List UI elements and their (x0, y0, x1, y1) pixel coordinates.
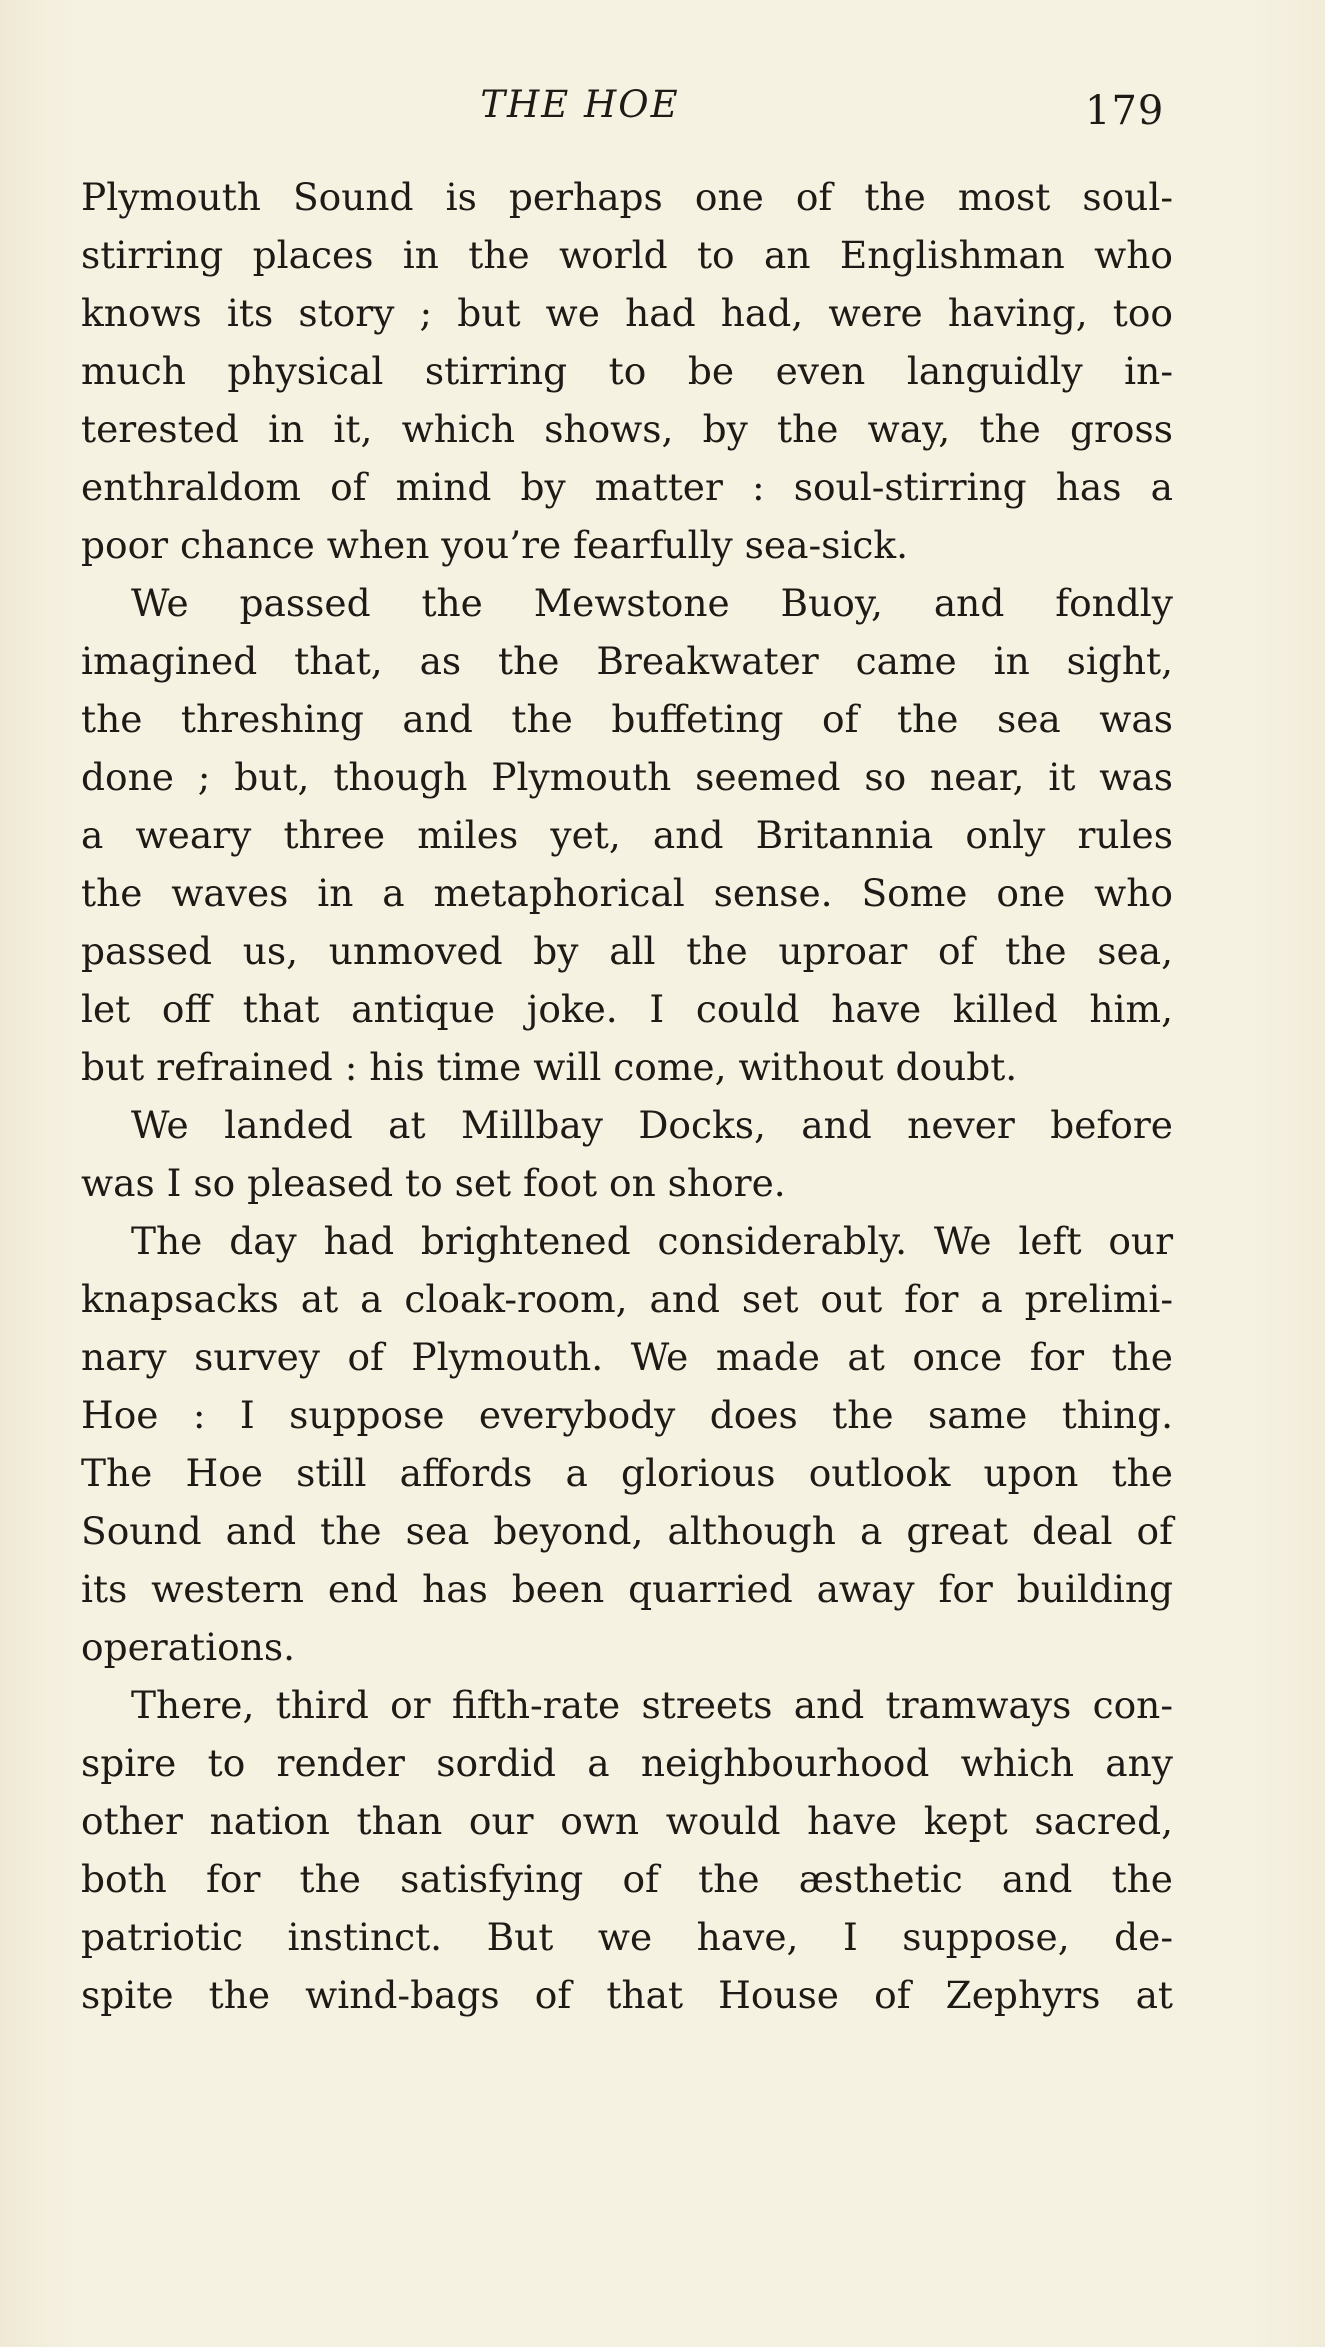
running-head (0, 80, 1325, 140)
text-line: but refrained : his time will come, without doubt. (81, 1045, 1018, 1089)
text-line: was I so pleased to set foot on shore. (81, 1161, 786, 1205)
text-line: the threshing and the buffeting of the sea was (81, 697, 1173, 741)
text-line: done ; but, though Plymouth seemed so near, it was (81, 755, 1173, 799)
text-line: We landed at Millbay Docks, and never before (131, 1103, 1173, 1147)
text-line: operations. (81, 1625, 296, 1669)
text-line: knows its story ; but we had had, were having, too (81, 291, 1173, 335)
text-line: terested in it, which shows, by the way, the gross (81, 407, 1173, 451)
text-line: Sound and the sea beyond, although a great deal of (81, 1509, 1173, 1553)
text-line: The day had brightened considerably. We left our (131, 1219, 1173, 1263)
text-line: enthraldom of mind by matter : soul-stirring has a (81, 465, 1173, 509)
text-line: poor chance when you’re fearfully sea-sick. (81, 523, 908, 567)
text-line: The Hoe still affords a glorious outlook upon the (81, 1451, 1173, 1495)
text-line: both for the satisfying of the æsthetic and the (81, 1857, 1173, 1901)
text-line: much physical stirring to be even languidly in- (81, 349, 1173, 393)
text-line: Hoe : I suppose everybody does the same thing. (81, 1393, 1173, 1437)
text-line: patriotic instinct. But we have, I suppose, de- (81, 1915, 1173, 1959)
text-line: We passed the Mewstone Buoy, and fondly (131, 581, 1173, 625)
text-line: imagined that, as the Breakwater came in sight, (81, 639, 1173, 683)
text-line: stirring places in the world to an Englishman who (81, 233, 1173, 277)
text-line: spire to render sordid a neighbourhood which any (81, 1741, 1173, 1785)
text-line: knapsacks at a cloak-room, and set out for a prelimi- (81, 1277, 1173, 1321)
text-line: let off that antique joke. I could have killed him, (81, 987, 1173, 1031)
text-line: nary survey of Plymouth. We made at once for the (81, 1335, 1173, 1379)
text-line: Plymouth Sound is perhaps one of the most soul- (81, 175, 1173, 219)
text-line: There, third or fifth-rate streets and tramways con- (131, 1683, 1173, 1727)
text-line: the waves in a metaphorical sense. Some one who (81, 871, 1173, 915)
body-text (81, 168, 1173, 2024)
text-line: a weary three miles yet, and Britannia only rules (81, 813, 1173, 857)
page-number: 179 (1085, 88, 1165, 134)
text-line: passed us, unmoved by all the uproar of the sea, (81, 929, 1173, 973)
text-line: other nation than our own would have kept sacred, (81, 1799, 1173, 1843)
text-line: spite the wind-bags of that House of Zephyrs at (81, 1973, 1173, 2017)
running-title: THE HOE (480, 83, 680, 126)
text-line: its western end has been quarried away for building (81, 1567, 1173, 1611)
